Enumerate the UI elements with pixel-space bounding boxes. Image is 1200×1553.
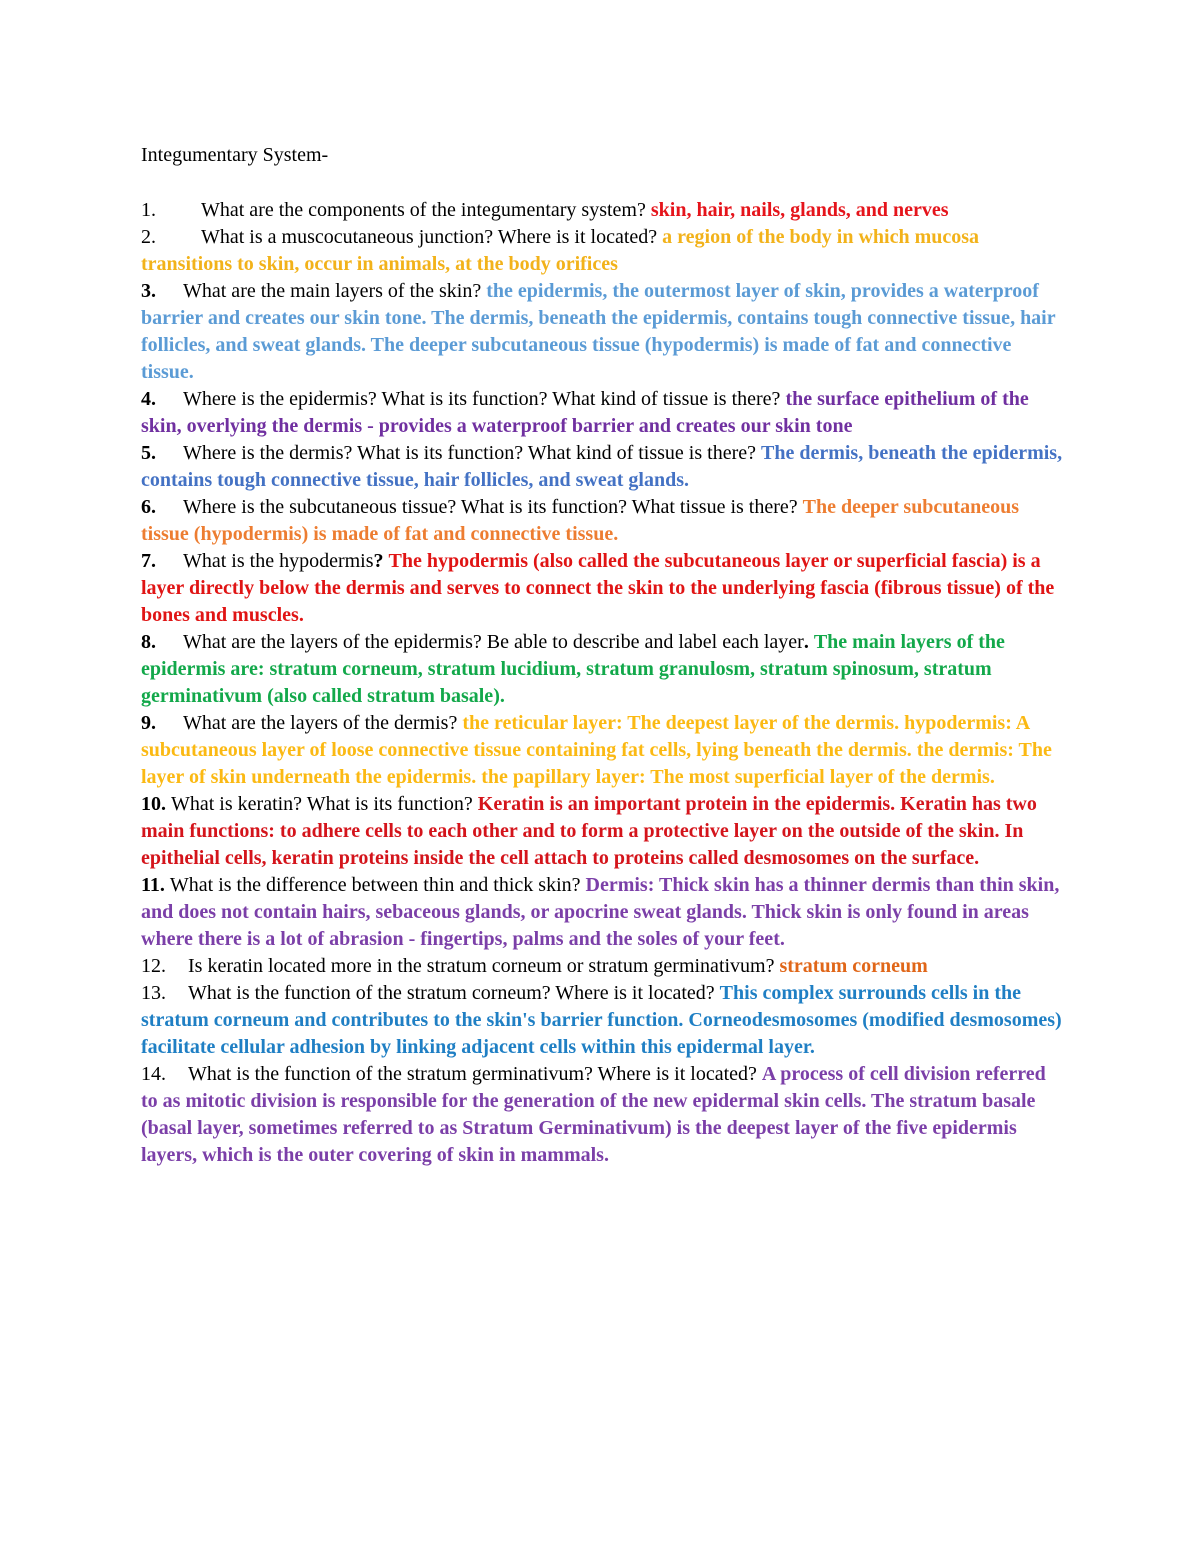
list-item-5 (141, 440, 1066, 494)
question-text: What are the layers of the epidermis? Be able to describe and label each layer (183, 631, 804, 653)
question-text: Where is the subcutaneous tissue? What is its function? What tissue is there? (183, 496, 798, 518)
item-number: 11. (141, 874, 165, 896)
item-number: 8. (141, 631, 156, 653)
answer-text: This complex surrounds cells in the stratum corneum and contributes to the skin's barrier function. Corneodesmosomes (modified desmosomes) facilitate cellular adhesion by linking adjacent cells within this epidermal layer. (141, 982, 1062, 1058)
list-item-14 (141, 1061, 1066, 1169)
item-number: 2. (141, 226, 156, 248)
document-title: Integumentary System- (141, 144, 329, 166)
answer-text: The dermis, beneath the epidermis, contains tough connective tissue, hair follicles, and sweat glands. (141, 442, 1063, 491)
answer-text: A process of cell division referred to as mitotic division is responsible for the generation of the new epidermal skin cells. The stratum basale (basal layer, sometimes referred to as Stratum Germinativum) is the deepest layer of the five epidermis layers, which is the outer covering of skin in mammals. (141, 1063, 1046, 1166)
answer-text: The deeper subcutaneous tissue (hypodermis) is made of fat and connective tissue. (141, 496, 1019, 545)
answer-text: Keratin is an important protein in the epidermis. Keratin has two main functions: to adhere cells to each other and to form a protective layer on the outside of the skin. In epithelial cells, keratin proteins inside the cell attach to proteins called desmosomes on the surface. (141, 793, 1037, 869)
answer-text: The hypodermis (also called the subcutaneous layer or superficial fascia) is a layer directly below the dermis and serves to connect the skin to the underlying fascia (fibrous tissue) of the bones and muscles. (141, 550, 1055, 626)
item-number: 3. (141, 280, 156, 302)
item-number: 7. (141, 550, 156, 572)
question-text: Where is the dermis? What is its function? What kind of tissue is there? (183, 442, 756, 464)
item-number: 14. (141, 1063, 166, 1085)
answer-text: skin, hair, nails, glands, and nerves (650, 199, 949, 221)
list-item-8 (141, 629, 1066, 710)
list-item-4 (141, 386, 1066, 440)
list-item-9 (141, 710, 1066, 791)
question-text: Is keratin located more in the stratum corneum or stratum germinativum? (188, 955, 775, 977)
item-number: 13. (141, 982, 166, 1004)
list-item-7 (141, 548, 1066, 629)
item-number: 1. (141, 199, 156, 221)
question-text: Where is the epidermis? What is its function? What kind of tissue is there? (183, 388, 781, 410)
answer-text: The main layers of the epidermis are: stratum corneum, stratum lucidium, stratum granulosm, stratum spinosum, stratum germinativum (also called stratum basale). (141, 631, 1005, 707)
question-text: What is keratin? What is its function? (171, 793, 473, 815)
question-end: . (803, 631, 809, 653)
item-number: 10. (141, 793, 166, 815)
question-text: What is the function of the stratum germinativum? Where is it located? (188, 1063, 757, 1085)
item-number: 6. (141, 496, 156, 518)
item-number: 9. (141, 712, 156, 734)
question-text: What is a muscocutaneous junction? Where is it located? (201, 226, 658, 248)
answer-text: the surface epithelium of the skin, overlying the dermis - provides a waterproof barrier and creates our skin tone (141, 388, 1029, 437)
item-number: 5. (141, 442, 156, 464)
list-item-13 (141, 980, 1066, 1061)
list-item-11 (141, 872, 1066, 953)
question-text: What are the main layers of the skin? (183, 280, 482, 302)
question-text: What is the difference between thin and thick skin? (169, 874, 581, 896)
question-end: ? (373, 550, 384, 572)
list-item-3 (141, 278, 1066, 386)
list-item-1 (141, 197, 1066, 224)
answer-text: the epidermis, the outermost layer of skin, provides a waterproof barrier and creates our skin tone. The dermis, beneath the epidermis, contains tough connective tissue, hair follicles, and sweat glands. The deeper subcutaneous tissue (hypodermis) is made of fat and connective tissue. (141, 280, 1056, 383)
list-item-6 (141, 494, 1066, 548)
item-number: 12. (141, 955, 166, 977)
item-number: 4. (141, 388, 156, 410)
question-text: What is the function of the stratum corneum? Where is it located? (188, 982, 715, 1004)
question-text: What are the components of the integumentary system? (201, 199, 646, 221)
question-text: What are the layers of the dermis? (183, 712, 458, 734)
list-item-10 (141, 791, 1066, 872)
answer-text: Dermis: Thick skin has a thinner dermis than thin skin, and does not contain hairs, sebaceous glands, or apocrine sweat glands. Thick skin is only found in areas where there is a lot of abrasion - fingertips, palms and the soles of your feet. (141, 874, 1060, 950)
document-page (141, 142, 1066, 1169)
list-item-12 (141, 953, 1066, 980)
answer-text: stratum corneum (779, 955, 928, 977)
answer-text: the reticular layer: The deepest layer of the dermis. hypodermis: A subcutaneous layer of loose connective tissue containing fat cells, lying beneath the dermis. the dermis: The layer of skin underneath the epidermis. the papillary layer: The most superficial layer of the dermis. (141, 712, 1052, 788)
answer-text: a region of the body in which mucosa transitions to skin, occur in animals, at the body orifices (141, 226, 980, 275)
list-item-2 (141, 224, 1066, 278)
question-text: What is the hypodermis (183, 550, 374, 572)
